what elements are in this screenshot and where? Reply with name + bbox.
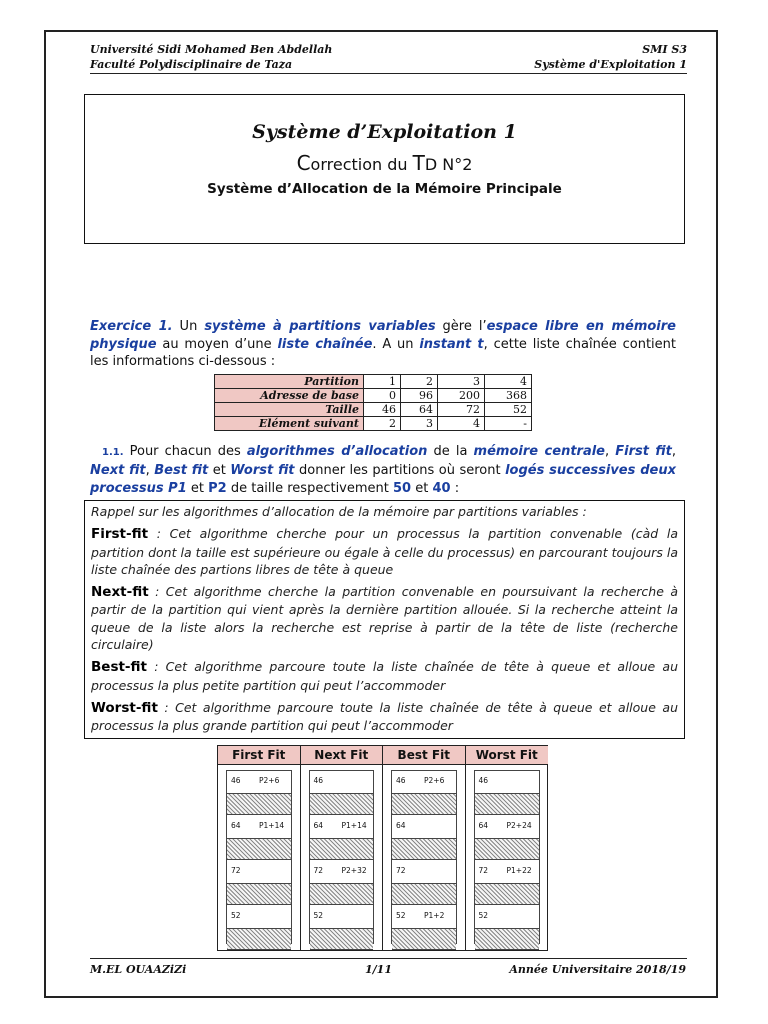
cell: 200 bbox=[438, 389, 485, 403]
memory-stack bbox=[474, 770, 541, 944]
rappel-intro: Rappel sur les algorithmes d’allocation de la mémoire par partitions variables : bbox=[91, 504, 587, 519]
memory-block bbox=[475, 861, 540, 883]
memory-block bbox=[227, 861, 291, 883]
memory-stack bbox=[391, 770, 457, 944]
cell: 3 bbox=[401, 417, 438, 431]
doc-correction bbox=[85, 151, 684, 175]
memory-stack bbox=[309, 770, 375, 944]
header-faculty: Faculté Polydisciplinaire de Taza bbox=[90, 58, 293, 71]
cell: 46 bbox=[364, 403, 401, 417]
text: et bbox=[186, 481, 209, 496]
correction-b: D N°2 bbox=[424, 155, 473, 174]
algo-text: : Cet algorithme cherche pour un processus la partition convenable (càd la partition dont la taille est supérieure ou égale à celle du processus) en parcourant toujours la liste chaînée des partions libres de tête à queue bbox=[91, 526, 678, 577]
block-process: P1+14 bbox=[341, 821, 367, 830]
text: Un bbox=[172, 319, 205, 334]
occupied-zone bbox=[227, 793, 291, 815]
occupied-zone bbox=[310, 838, 374, 860]
header-divider bbox=[90, 73, 687, 74]
header-course: Système d'Exploitation 1 bbox=[534, 58, 687, 71]
keyword: algorithmes d’allocation bbox=[246, 444, 428, 459]
memory-block bbox=[310, 816, 374, 838]
correction-t: T bbox=[412, 151, 425, 175]
memory-column bbox=[466, 746, 549, 950]
correction-c: C bbox=[296, 151, 311, 175]
block-process: P1+2 bbox=[424, 911, 445, 920]
cell: 368 bbox=[485, 389, 532, 403]
text: , bbox=[671, 444, 677, 459]
row-label: Partition bbox=[215, 375, 364, 389]
rappel-worst-fit bbox=[91, 699, 678, 735]
block-size: 46 bbox=[478, 776, 489, 785]
occupied-zone bbox=[475, 793, 540, 815]
text: donner les partitions où seront bbox=[294, 463, 506, 478]
occupied-zone bbox=[392, 793, 456, 815]
rappel-best-fit bbox=[91, 658, 678, 694]
block-process: P2+32 bbox=[341, 866, 367, 875]
row-label: Adresse de base bbox=[215, 389, 364, 403]
cell: 72 bbox=[438, 403, 485, 417]
memory-block bbox=[475, 771, 540, 793]
text: , bbox=[605, 444, 616, 459]
row-label: Taille bbox=[215, 403, 364, 417]
keyword: Worst fit bbox=[230, 463, 295, 478]
keyword: liste chaînée bbox=[277, 336, 373, 352]
keyword: espace libre en mémoire physique bbox=[90, 319, 676, 352]
cell: 2 bbox=[401, 375, 438, 389]
occupied-zone bbox=[310, 928, 374, 950]
text: . A un bbox=[372, 336, 420, 352]
block-size: 52 bbox=[313, 911, 324, 920]
keyword: Best fit bbox=[154, 463, 209, 478]
text: gère l’ bbox=[435, 319, 487, 334]
text: et bbox=[411, 481, 433, 496]
algo-name: Next-fit bbox=[91, 584, 149, 601]
occupied-zone bbox=[227, 928, 291, 950]
algo-text: : Cet algorithme cherche la partition convenable en poursuivant la recherche à partir de la partition qui vient après la dernière partition allouée. Si la recherche atteint la queue de la liste alors la recherche est reprise à partir de la tête de liste (recherche circulaire) bbox=[91, 584, 678, 653]
rappel-box bbox=[84, 500, 685, 739]
occupied-zone bbox=[227, 838, 291, 860]
keyword: système à partitions variables bbox=[204, 319, 436, 334]
block-size: 64 bbox=[313, 821, 324, 830]
footer-author: M.EL OUAAZiZi bbox=[90, 963, 187, 976]
block-size: 46 bbox=[231, 776, 241, 785]
table-row bbox=[215, 417, 532, 431]
occupied-zone bbox=[392, 928, 456, 950]
block-size: 64 bbox=[396, 821, 406, 830]
occupied-zone bbox=[227, 883, 291, 905]
block-size: 72 bbox=[478, 866, 489, 875]
keyword: logés successives deux processus P1 bbox=[90, 463, 676, 496]
question-number: 1.1. bbox=[102, 447, 124, 458]
memory-block bbox=[392, 771, 456, 793]
text: au moyen d’une bbox=[156, 336, 278, 352]
exercise-label: Exercice 1. bbox=[90, 319, 173, 334]
footer-page: 1/11 bbox=[365, 963, 392, 976]
memory-column-header: Next Fit bbox=[301, 746, 383, 765]
memory-block bbox=[227, 771, 291, 793]
algo-name: First-fit bbox=[91, 526, 149, 543]
algo-name: Worst-fit bbox=[91, 699, 158, 716]
block-size: 72 bbox=[231, 866, 241, 875]
memory-column bbox=[383, 746, 466, 950]
block-size: 64 bbox=[231, 821, 241, 830]
keyword: Next fit bbox=[90, 463, 146, 478]
cell: 2 bbox=[364, 417, 401, 431]
cell: 3 bbox=[438, 375, 485, 389]
cell: 0 bbox=[364, 389, 401, 403]
keyword: mémoire centrale bbox=[473, 444, 605, 459]
memory-stack bbox=[226, 770, 292, 944]
algo-text: : Cet algorithme parcoure toute la liste chaînée de tête à queue et alloue au processus la plus grande partition qui peut l’accommoder bbox=[91, 699, 678, 734]
block-size: 52 bbox=[231, 911, 241, 920]
block-size: 52 bbox=[396, 911, 406, 920]
memory-block bbox=[310, 906, 374, 928]
memory-block bbox=[475, 816, 540, 838]
cell: 64 bbox=[401, 403, 438, 417]
block-size: 72 bbox=[396, 866, 406, 875]
block-process: P2+6 bbox=[424, 776, 445, 785]
block-size: 52 bbox=[478, 911, 489, 920]
memory-block bbox=[227, 816, 291, 838]
occupied-zone bbox=[392, 883, 456, 905]
block-size: 64 bbox=[478, 821, 489, 830]
text: Pour chacun des bbox=[123, 444, 247, 459]
memory-block bbox=[310, 861, 374, 883]
partition-table bbox=[214, 374, 532, 431]
memory-block bbox=[310, 771, 374, 793]
block-process: P2+6 bbox=[259, 776, 280, 785]
keyword: 50 bbox=[393, 481, 412, 496]
memory-block bbox=[227, 906, 291, 928]
question-1-1 bbox=[90, 443, 676, 498]
block-process: P2+24 bbox=[506, 821, 532, 830]
memory-column bbox=[218, 746, 301, 950]
keyword: 40 bbox=[432, 481, 451, 496]
header-university: Université Sidi Mohamed Ben Abdellah bbox=[90, 43, 333, 56]
text: et bbox=[208, 463, 231, 478]
memory-column bbox=[301, 746, 384, 950]
page-header bbox=[90, 42, 687, 72]
memory-column-header: Worst Fit bbox=[466, 746, 549, 765]
table-row bbox=[215, 389, 532, 403]
occupied-zone bbox=[475, 928, 540, 950]
rappel-next-fit bbox=[91, 583, 678, 653]
occupied-zone bbox=[392, 838, 456, 860]
memory-block bbox=[475, 906, 540, 928]
cell: - bbox=[485, 417, 532, 431]
occupied-zone bbox=[475, 883, 540, 905]
block-size: 46 bbox=[313, 776, 324, 785]
row-label: Elément suivant bbox=[215, 417, 364, 431]
block-size: 46 bbox=[396, 776, 406, 785]
memory-block bbox=[392, 861, 456, 883]
occupied-zone bbox=[310, 883, 374, 905]
memory-column-header: Best Fit bbox=[383, 746, 465, 765]
memory-diagram bbox=[217, 745, 548, 951]
table-row bbox=[215, 403, 532, 417]
text: de taille respectivement bbox=[226, 481, 394, 496]
table-row bbox=[215, 375, 532, 389]
occupied-zone bbox=[475, 838, 540, 860]
doc-subtitle: Système d’Allocation de la Mémoire Principale bbox=[207, 181, 562, 197]
rappel-first-fit bbox=[91, 525, 678, 578]
cell: 4 bbox=[438, 417, 485, 431]
correction-a: orrection du bbox=[310, 155, 413, 174]
text: , cette liste chaînée contient les informations ci-dessous : bbox=[90, 336, 676, 369]
footer-divider bbox=[90, 958, 687, 959]
footer-year: Année Universitaire 2018/19 bbox=[509, 963, 686, 976]
header-class: SMI S3 bbox=[642, 43, 687, 56]
doc-title: Système d’Exploitation 1 bbox=[252, 121, 517, 143]
keyword: P2 bbox=[208, 481, 227, 496]
block-size: 72 bbox=[313, 866, 324, 875]
algo-name: Best-fit bbox=[91, 659, 147, 676]
block-process: P1+22 bbox=[506, 866, 532, 875]
text: , bbox=[145, 463, 155, 478]
memory-column-header: First Fit bbox=[218, 746, 300, 765]
exercise-statement bbox=[90, 318, 676, 371]
block-process: P1+14 bbox=[259, 821, 285, 830]
memory-block bbox=[392, 816, 456, 838]
memory-block bbox=[392, 906, 456, 928]
occupied-zone bbox=[310, 793, 374, 815]
cell: 52 bbox=[485, 403, 532, 417]
text: de la bbox=[427, 444, 474, 459]
title-box bbox=[84, 94, 685, 244]
cell: 96 bbox=[401, 389, 438, 403]
keyword: instant t bbox=[419, 336, 484, 352]
text: : bbox=[450, 481, 460, 496]
keyword: First fit bbox=[615, 444, 672, 459]
cell: 4 bbox=[485, 375, 532, 389]
header-right bbox=[534, 42, 687, 72]
cell: 1 bbox=[364, 375, 401, 389]
algo-text: : Cet algorithme parcoure toute la liste chaînée de tête à queue et alloue au processus la plus petite partition qui peut l’accommoder bbox=[91, 659, 678, 693]
